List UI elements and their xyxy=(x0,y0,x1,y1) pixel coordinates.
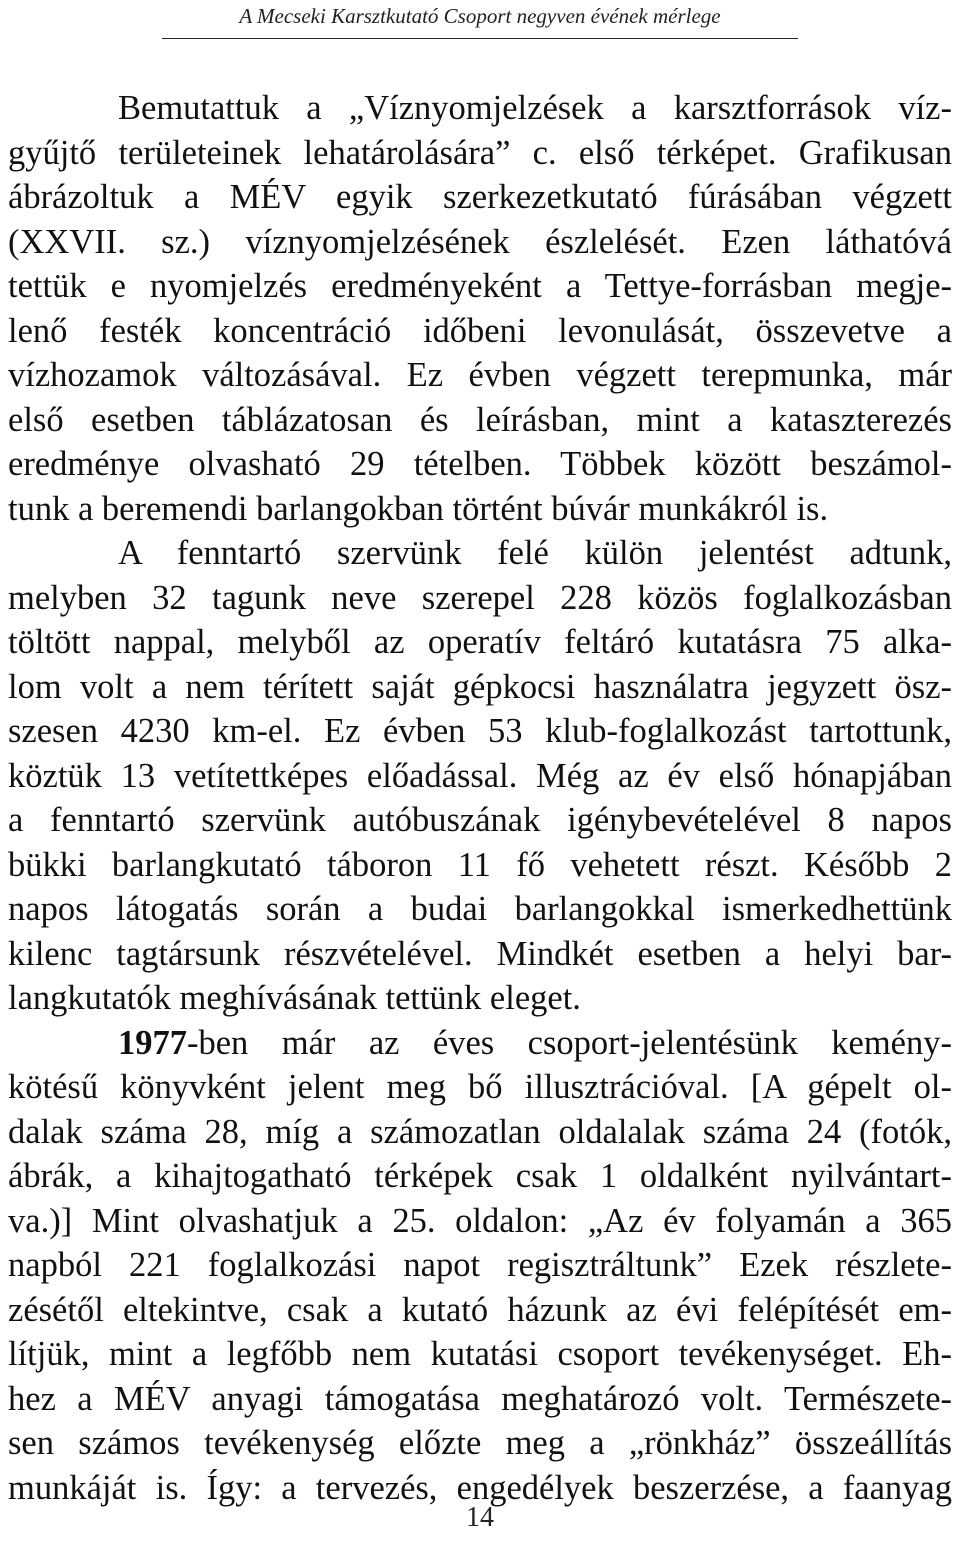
text-line: tettük e nyomjelzés eredményeként a Tettye-forrásban megje- xyxy=(8,267,952,305)
running-title: A Mecseki Karsztkutató Csoport negyven évének mérlege xyxy=(239,4,721,28)
text-line: napos látogatás során a budai barlangokkal ismerkedhettünk xyxy=(8,890,952,928)
text-line: első esetben táblázatosan és leírásban, mint a kataszterezés xyxy=(8,400,952,439)
running-header xyxy=(162,0,798,39)
text-line: langkutatók meghívásának tettünk eleget. xyxy=(8,979,581,1017)
text-line: va.)] Mint olvashatjuk a 25. oldalon: „Az év folyamán a 365 xyxy=(8,1201,952,1240)
text-line: gyűjtő területeinek lehatárolására” c. első térképet. Grafikusan xyxy=(8,133,952,172)
text-line: ábrázoltuk a MÉV egyik szerkezetkutató fúrásában végzett xyxy=(8,178,952,216)
text-line: köztük 13 vetítettképes előadással. Még az év első hónapjában xyxy=(8,756,952,795)
text-line: (XXVII. sz.) víznyomjelzésének észlelését. Ezen láthatóvá xyxy=(8,222,952,261)
text-line: lítjük, mint a legfőbb nem kutatási csoport tevékenységet. Eh- xyxy=(8,1335,952,1373)
text-line-rest: -ben már az éves csoport-jelentésünk kemény- xyxy=(187,1023,952,1062)
text-line: lom volt a nem térített saját gépkocsi használatra jegyzett ösz- xyxy=(8,667,952,706)
text-line: melyben 32 tagunk neve szerepel 228 közös foglalkozásban xyxy=(8,578,952,617)
text-line: tunk a beremendi barlangokban történt búvár munkákról is. xyxy=(8,489,829,528)
text-line: kötésű könyvként jelent meg bő illusztrációval. [A gépelt ol- xyxy=(8,1068,952,1106)
text-line: Bemutattuk a „Víznyomjelzések a karsztforrások víz- xyxy=(118,89,952,127)
text-line: vízhozamok változásával. Ez évben végzett terepmunka, már xyxy=(8,356,952,394)
text-line: a fenntartó szervünk autóbuszának igénybevételével 8 napos xyxy=(8,801,952,839)
text-line: zésétől eltekintve, csak a kutató házunk az évi felépítését em- xyxy=(8,1290,952,1329)
text-line: szesen 4230 km-el. Ez évben 53 klub-foglalkozást tartottunk, xyxy=(8,712,952,750)
text-line: sen számos tevékenység előzte meg a „rönkház” összeállítás xyxy=(8,1424,952,1462)
text-line: munkáját is. Így: a tervezés, engedélyek beszerzése, a faanyag xyxy=(8,1468,952,1507)
text-line: kilenc tagtársunk részvételével. Mindkét esetben a helyi bar- xyxy=(8,934,952,973)
text-line: töltött nappal, melyből az operatív feltáró kutatásra 75 alka- xyxy=(8,623,952,661)
text-line: bükki barlangkutató táboron 11 fő vehetett részt. Később 2 xyxy=(8,845,952,884)
text-line: ábrák, a kihajtogatható térképek csak 1 oldalként nyilvántart- xyxy=(8,1157,952,1195)
text-line: lenő festék koncentráció időbeni levonulását, összevetve a xyxy=(8,311,952,350)
text-line: napból 221 foglalkozási napot regisztráltunk” Ezek részlete- xyxy=(8,1246,952,1284)
text-line: hez a MÉV anyagi támogatása meghatározó volt. Természete- xyxy=(8,1379,952,1418)
text-line xyxy=(8,1021,952,1066)
text-line: dalak száma 28, míg a számozatlan oldalalak száma 24 (fotók, xyxy=(8,1112,952,1151)
body-text xyxy=(8,86,952,1510)
text-line: A fenntartó szervünk felé külön jelentést adtunk, xyxy=(118,534,952,572)
text-line: eredménye olvasható 29 tételben. Többek között beszámol- xyxy=(8,445,952,483)
year-1977: 1977 xyxy=(118,1023,187,1062)
page-number: 14 xyxy=(466,1502,494,1533)
